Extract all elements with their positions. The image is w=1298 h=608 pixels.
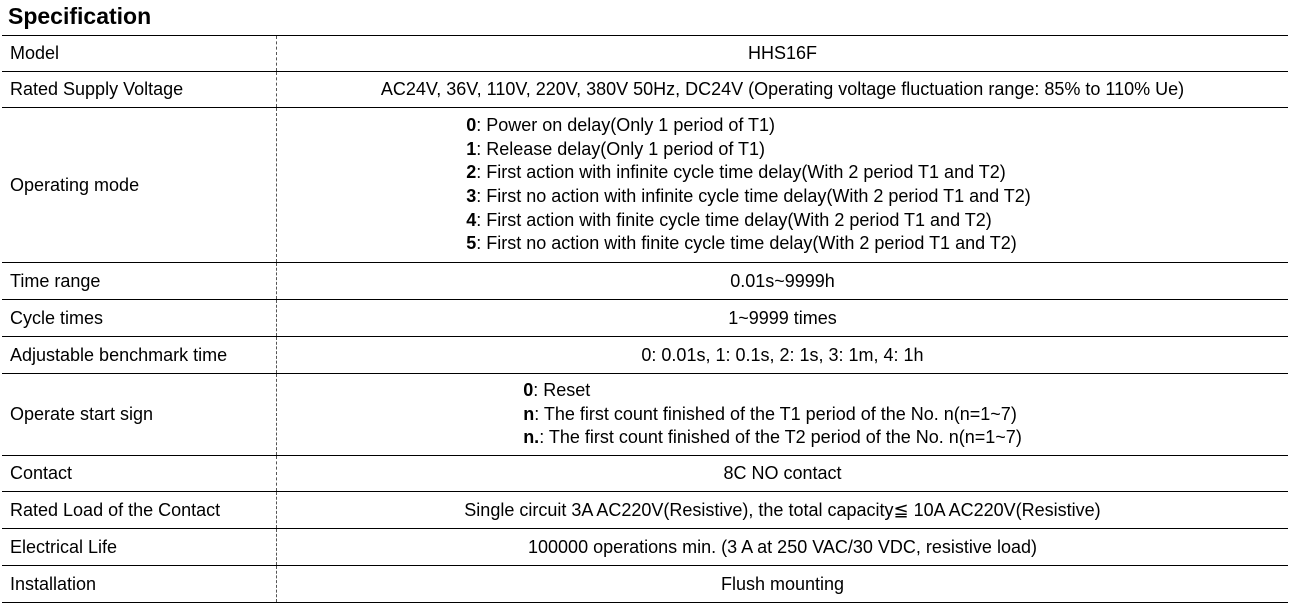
row-label: Contact (2, 456, 277, 492)
list-item (466, 138, 1031, 162)
mode-text: : First action with infinite cycle time delay(With 2 period T1 and T2) (476, 162, 1006, 183)
list-item (466, 161, 1031, 185)
row-value: Flush mounting (277, 566, 1289, 603)
row-label: Adjustable benchmark time (2, 337, 277, 374)
table-row-supply-voltage (2, 72, 1288, 108)
row-value: 100000 operations min. (3 A at 250 VAC/30 VDC, resistive load) (277, 529, 1289, 566)
table-row-model (2, 36, 1288, 72)
table-row-cycle-times (2, 300, 1288, 337)
list-item (523, 403, 1022, 427)
table-row-rated-load (2, 492, 1288, 529)
row-value: AC24V, 36V, 110V, 220V, 380V 50Hz, DC24V (Operating voltage fluctuation range: 85% to 110% Ue) (277, 72, 1289, 108)
row-label: Rated Load of the Contact (2, 492, 277, 529)
row-value: 0.01s~9999h (277, 263, 1289, 300)
list-item (466, 185, 1031, 209)
sign-text: : The first count finished of the T1 period of the No. n(n=1~7) (534, 403, 1017, 424)
sign-key: 0 (523, 380, 534, 401)
mode-key: 5 (466, 233, 477, 254)
sign-text: : The first count finished of the T2 period of the No. n(n=1~7) (539, 427, 1022, 448)
row-value: 0: 0.01s, 1: 0.1s, 2: 1s, 3: 1m, 4: 1h (277, 337, 1289, 374)
list-item (466, 114, 1031, 138)
list-item (466, 209, 1031, 233)
row-label: Time range (2, 263, 277, 300)
row-label: Electrical Life (2, 529, 277, 566)
row-label: Operate start sign (2, 374, 277, 456)
specification-table (2, 35, 1288, 603)
mode-key: 1 (466, 138, 477, 159)
row-value: HHS16F (277, 36, 1289, 72)
mode-text: : First no action with finite cycle time delay(With 2 period T1 and T2) (476, 233, 1017, 254)
list-item (466, 232, 1031, 256)
row-label: Installation (2, 566, 277, 603)
row-value: 1~9999 times (277, 300, 1289, 337)
mode-key: 0 (466, 115, 477, 136)
list-item (523, 426, 1022, 450)
table-row-operating-mode (2, 108, 1288, 263)
row-value (277, 374, 1289, 456)
table-row-benchmark-time (2, 337, 1288, 374)
table-row-start-sign (2, 374, 1288, 456)
row-label: Cycle times (2, 300, 277, 337)
table-row-electrical-life (2, 529, 1288, 566)
mode-text: : Release delay(Only 1 period of T1) (476, 138, 766, 159)
row-label: Rated Supply Voltage (2, 72, 277, 108)
row-label: Model (2, 36, 277, 72)
table-row-installation (2, 566, 1288, 603)
table-row-time-range (2, 263, 1288, 300)
row-label: Operating mode (2, 108, 277, 263)
table-row-contact (2, 456, 1288, 492)
sign-key: n. (523, 427, 540, 448)
mode-text: : First action with finite cycle time delay(With 2 period T1 and T2) (476, 209, 992, 230)
mode-key: 2 (466, 162, 477, 183)
mode-text: : Power on delay(Only 1 period of T1) (476, 115, 776, 136)
row-value: 8C NO contact (277, 456, 1289, 492)
page-title: Specification (8, 3, 152, 29)
mode-text: : First no action with infinite cycle time delay(With 2 period T1 and T2) (476, 186, 1031, 206)
mode-key: 3 (466, 186, 477, 206)
mode-key: 4 (466, 209, 477, 230)
operating-mode-list (466, 114, 1031, 256)
start-sign-list (523, 379, 1022, 450)
row-value (277, 108, 1289, 263)
list-item (523, 379, 1022, 403)
sign-text: : Reset (533, 380, 591, 401)
row-value: Single circuit 3A AC220V(Resistive), the total capacity≦ 10A AC220V(Resistive) (277, 492, 1289, 529)
sign-key: n (523, 403, 535, 424)
